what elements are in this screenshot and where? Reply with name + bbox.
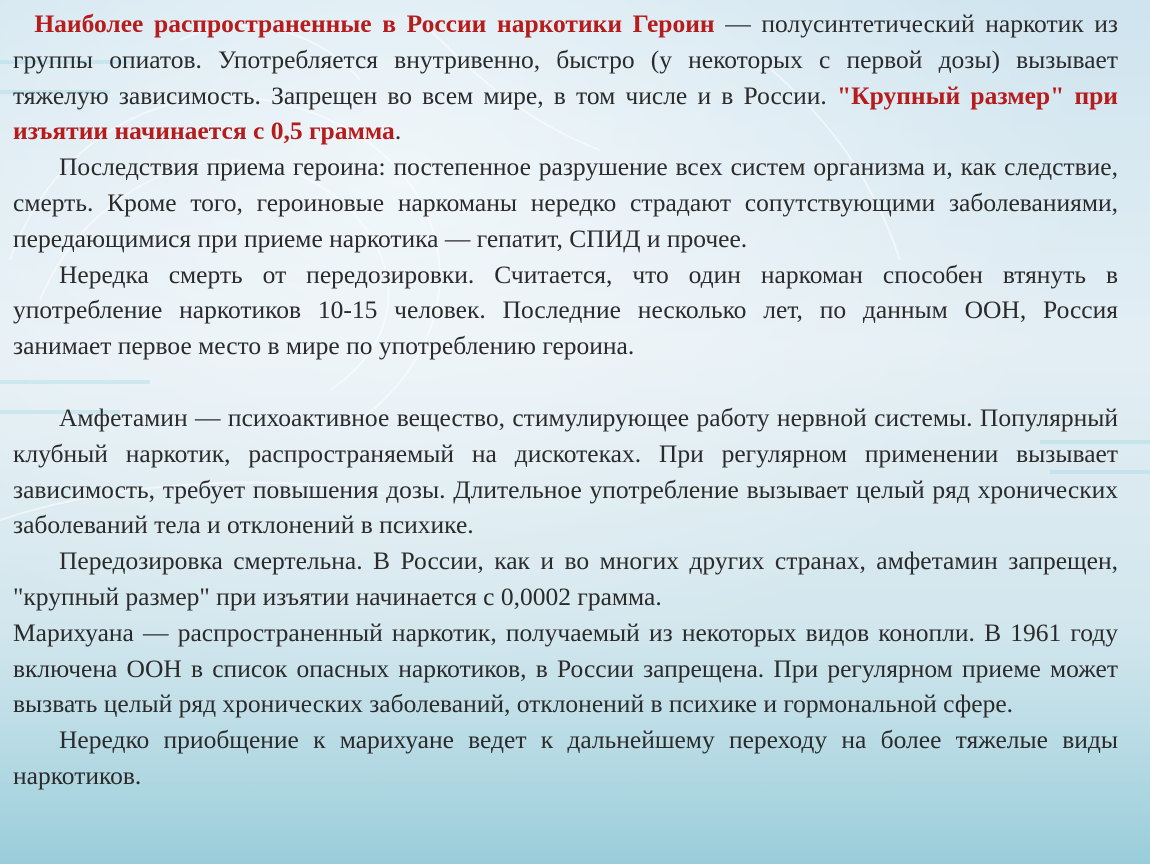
paragraph-amphetamine: Амфетамин — психоактивное вещество, стимулирующее работу нервной системы. Популярный клубный наркотик, распространяемый на дискотеках. При регулярном применении вызывает зависимость, требует повышения дозы. Длительное употребление вызывает целый ряд хронических заболеваний тела и отклонений в психике. <box>13 402 1118 540</box>
paragraph-heroin-overdose: Нередка смерть от передозировки. Считается, что один наркоман способен втянуть в употребление наркотиков 10-15 человек. Последние несколько лет, по данным ООН, Россия занимает первое место в мире по употреблению героина. <box>13 259 1118 361</box>
paragraph-heroin-intro <box>13 6 1118 149</box>
paragraph-marijuana-transition: Нередко приобщение к марихуане ведет к дальнейшему переходу на более тяжелые виды наркотиков. <box>13 725 1118 790</box>
paragraph-heroin-effects: Последствия приема героина: постепенное разрушение всех систем организма и, как следствие, смерть. Кроме того, героиновые наркоманы нередко страдают сопутствующими заболеваниями, передающимися при приеме наркотика — гепатит, СПИД и прочее. <box>13 152 1118 253</box>
paragraph-amphetamine-overdose: Передозировка смертельна. В России, как и во многих других странах, амфетамин запрещен, "крупный размер" при изъятии начинается с 0,0002 грамма. <box>13 546 1118 611</box>
heroin-heading: Наиболее распространенные в России наркотики Героин <box>34 9 715 38</box>
slide-text-body <box>13 6 1118 794</box>
heroin-intro-text: — полусинтетический наркотик из группы опиатов. Употребляется внутривенно, быстро (у некоторых с первой дозы) вызывает тяжелую зависимость. Запрещен во всем мире, в том числе и в России. <box>13 9 1119 110</box>
paragraph-spacer <box>13 364 1118 400</box>
large-amount-highlight: "Крупный размер" при изъятии начинается с 0,5 грамма <box>13 80 1119 146</box>
heroin-intro-end: . <box>394 116 402 146</box>
paragraph-marijuana: Марихуана — распространенный наркотик, получаемый из некоторых видов конопли. В 1961 году включена ООН в список опасных наркотиков, в России запрещена. При регулярном приеме может вызвать целый ряд хронических заболеваний, отклонений в психике и гормональной сфере. <box>13 617 1118 719</box>
